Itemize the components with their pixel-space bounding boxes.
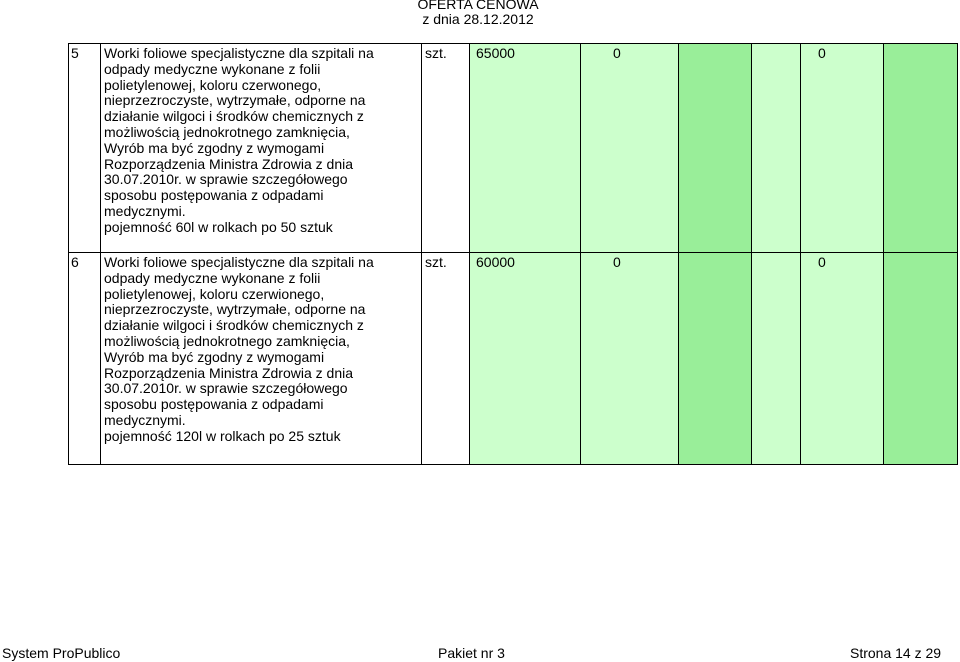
description-line: nieprzezroczyste, wytrzymałe, odporne na (104, 92, 366, 109)
quantity-value: 60000 (476, 254, 515, 270)
description-line: odpady medyczne wykonane z folii (104, 60, 321, 77)
description-line: polietylenowej, koloru czerwionego, (104, 285, 325, 302)
description-line: medycznymi. (104, 411, 186, 428)
value-cell[interactable] (580, 252, 679, 465)
description-line: polietylenowej, koloru czerwonego, (104, 76, 322, 93)
description-cell (100, 252, 422, 465)
description-line: Rozporządzenia Ministra Zdrowia z dnia (104, 155, 353, 172)
description-cell (100, 43, 422, 254)
description-line: medycznymi. (104, 202, 186, 219)
description-text (101, 253, 421, 445)
empty-green-cell[interactable] (678, 43, 752, 254)
document-date: z dnia 28.12.2012 (422, 11, 534, 27)
lp-value: 5 (71, 45, 79, 61)
description-line: działanie wilgoci i środków chemicznych z (104, 317, 364, 334)
description-line: możliwością jednokrotnego zamknięcia, (104, 123, 350, 140)
value-a: 0 (613, 45, 621, 61)
description-line: odpady medyczne wykonane z folii (104, 269, 321, 286)
description-line: nieprzezroczyste, wytrzymałe, odporne na (104, 301, 366, 318)
value-a: 0 (613, 254, 621, 270)
description-line: sposobu postępowania z odpadami (104, 396, 324, 413)
lp-value: 6 (71, 254, 79, 270)
value-cell[interactable] (580, 43, 679, 254)
description-line: pojemność 120l w rolkach po 25 sztuk (104, 427, 341, 444)
value-d: 0 (818, 254, 826, 270)
lp-cell (68, 43, 101, 254)
empty-green-cell[interactable] (678, 252, 752, 465)
footer-page-number: Strona 14 z 29 (850, 645, 942, 661)
description-line: 30.07.2010r. w sprawie szczegółowego (104, 380, 348, 397)
unit-cell (421, 43, 470, 254)
empty-cell[interactable] (751, 252, 801, 465)
footer-system: System ProPublico (2, 645, 121, 661)
empty-green-cell[interactable] (883, 252, 958, 465)
value-cell[interactable] (800, 43, 884, 254)
table-row (68, 43, 958, 254)
empty-cell[interactable] (751, 43, 801, 254)
unit-value: szt. (425, 45, 447, 61)
unit-value: szt. (425, 254, 447, 270)
description-text (101, 44, 421, 236)
document-title: OFERTA CENOWA (417, 0, 539, 12)
quantity-cell[interactable] (469, 252, 581, 465)
description-line: sposobu postępowania z odpadami (104, 187, 324, 204)
description-line: pojemność 60l w rolkach po 50 sztuk (104, 218, 333, 235)
description-line: Wyrób ma być zgodny z wymogami (104, 348, 325, 365)
description-line: 30.07.2010r. w sprawie szczegółowego (104, 171, 348, 188)
unit-cell (421, 252, 470, 465)
description-line: Worki foliowe specjalistyczne dla szpitali na (104, 45, 374, 61)
description-line: działanie wilgoci i środków chemicznych z (104, 108, 364, 125)
description-line: Rozporządzenia Ministra Zdrowia z dnia (104, 364, 353, 381)
description-line: Worki foliowe specjalistyczne dla szpitali na (104, 254, 374, 270)
value-cell[interactable] (800, 252, 884, 465)
table-row (68, 252, 958, 465)
lp-cell (68, 252, 101, 465)
description-line: możliwością jednokrotnego zamknięcia, (104, 332, 350, 349)
quantity-value: 65000 (476, 45, 515, 61)
empty-green-cell[interactable] (883, 43, 958, 254)
quantity-cell[interactable] (469, 43, 581, 254)
description-line: Wyrób ma być zgodny z wymogami (104, 139, 325, 156)
footer-package: Pakiet nr 3 (438, 645, 505, 661)
value-d: 0 (818, 45, 826, 61)
